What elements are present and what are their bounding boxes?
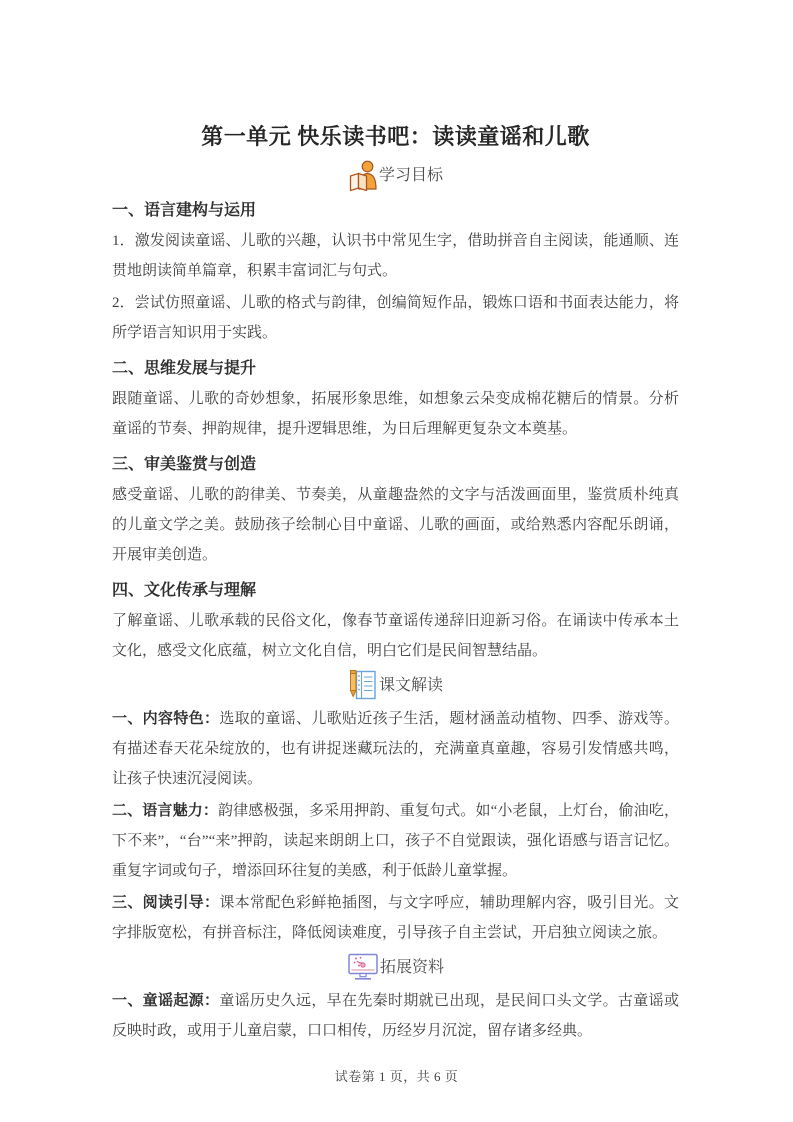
- paragraph: 1．激发阅读童谣、儿歌的兴趣，认识书中常见生字，借助拼音自主阅读，能通顺、连贯地朗读简单篇章，积累丰富词汇与句式。: [112, 233, 679, 279]
- reader-icon: [348, 159, 378, 191]
- paragraph-text: 童谣历史久远，早在先秦时期就已出现，是民间口头文学。古童谣或反映时政，或用于儿童启蒙，口口相传，历经岁月沉淀，留存诸多经典。: [112, 993, 679, 1039]
- paragraph: [112, 796, 679, 886]
- paragraph-text: 选取的童谣、儿歌贴近孩子生活，题材涵盖动植物、四季、游戏等。有描述春天花朵绽放的，也有讲捉迷藏玩法的，充满童真童趣，容易引发情感共鸣，让孩子快速沉浸阅读。: [112, 711, 679, 787]
- paragraph: [112, 888, 679, 948]
- badge-label-learning-goals: 学习目标: [378, 167, 443, 184]
- section-heading-thinking: 二、思维发展与提升: [112, 360, 257, 377]
- notebook-pencil-icon: [348, 668, 378, 702]
- section-badge-text-analysis: [112, 668, 679, 702]
- paragraph: [112, 986, 679, 1046]
- badge-label-extended-materials: 拓展资料: [379, 959, 444, 976]
- paragraph: 2．尝试仿照童谣、儿歌的格式与韵律，创编简短作品，锻炼口语和书面表达能力，将所学语言知识用于实践。: [112, 295, 679, 341]
- badge-label-text-analysis: 课文解读: [378, 677, 443, 694]
- page-title: 第一单元 快乐读书吧：读读童谣和儿歌: [201, 124, 590, 149]
- paragraph-text: 韵律感极强，多采用押韵、重复句式。如“小老鼠，上灯台，偷油吃，下不来”，“台”“来”押韵，读起来朗朗上口，孩子不自觉跟读，强化语感与语言记忆。重复字词或句子，增添回环往复的美感，利于低龄儿童掌握。: [112, 803, 679, 879]
- section-badge-learning-goals: [112, 158, 679, 192]
- section-heading-culture: 四、文化传承与理解: [112, 582, 257, 599]
- paragraph-lead: 三、阅读引导：: [112, 895, 220, 911]
- section-heading-aesthetics: 三、审美鉴赏与创造: [112, 456, 257, 473]
- paragraph-lead: 一、内容特色：: [112, 711, 220, 727]
- section-heading-language: 一、语言建构与运用: [112, 202, 257, 219]
- monitor-icon: [347, 952, 379, 982]
- paragraph: [112, 704, 679, 794]
- paragraph-lead: 一、童谣起源：: [112, 993, 220, 1009]
- section-badge-extended-materials: [112, 950, 679, 984]
- paragraph-text: 课本常配色彩鲜艳插图，与文字呼应，辅助理解内容，吸引目光。文字排版宽松，有拼音标注，降低阅读难度，引导孩子自主尝试，开启独立阅读之旅。: [112, 895, 679, 941]
- paragraph-lead: 二、语言魅力：: [112, 803, 219, 819]
- page-footer: 试卷第 1 页，共 6 页: [334, 1069, 459, 1084]
- paragraph: 跟随童谣、儿歌的奇妙想象，拓展形象思维，如想象云朵变成棉花糖后的情景。分析童谣的节奏、押韵规律，提升逻辑思维，为日后理解更复杂文本奠基。: [112, 391, 679, 437]
- paragraph: 感受童谣、儿歌的韵律美、节奏美，从童趣盎然的文字与活泼画面里，鉴赏质朴纯真的儿童文学之美。鼓励孩子绘制心目中童谣、儿歌的画面，或给熟悉内容配乐朗诵，开展审美创造。: [112, 487, 679, 563]
- paragraph: 了解童谣、儿歌承载的民俗文化，像春节童谣传递辞旧迎新习俗。在诵读中传承本土文化，感受文化底蕴，树立文化自信，明白它们是民间智慧结晶。: [112, 613, 679, 659]
